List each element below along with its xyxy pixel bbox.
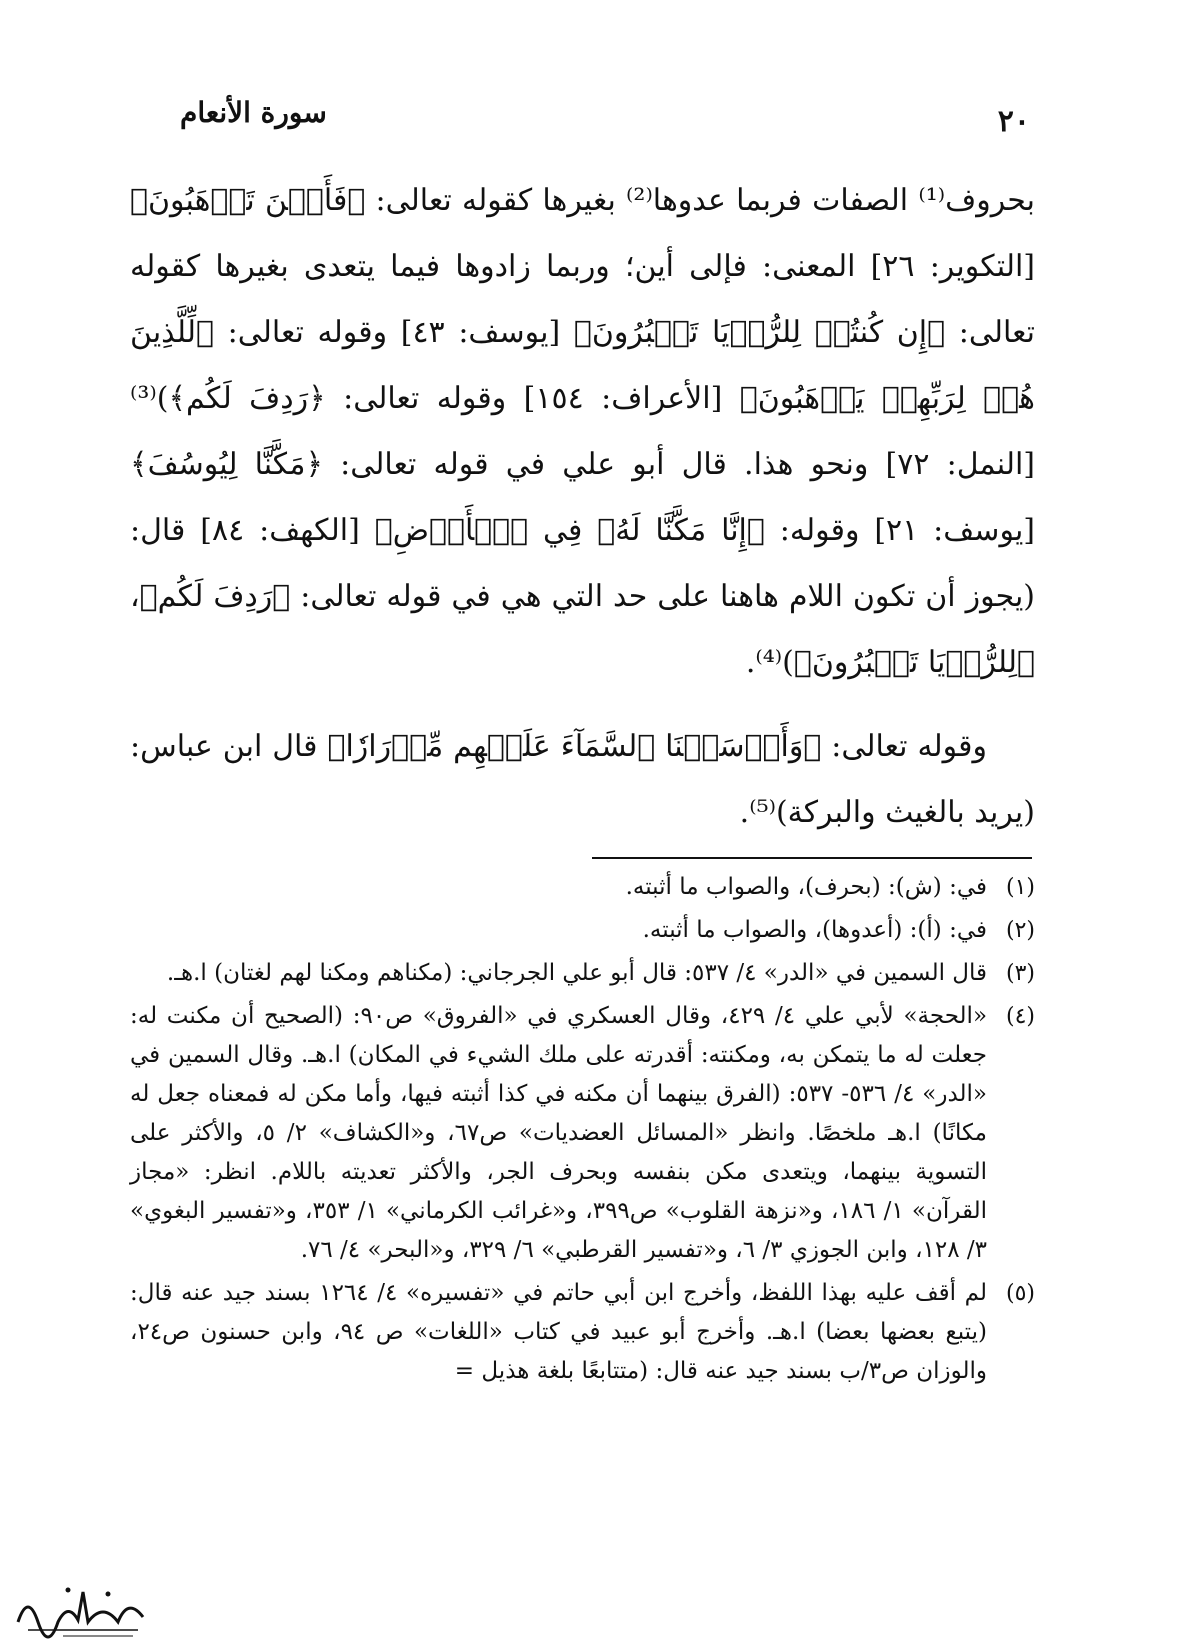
main-paragraph: بحروف⁽¹⁾ الصفات فربما عدوها⁽²⁾ بغيرها كقوله تعالى: ﴿فَأَيۡنَ تَذۡهَبُونَ﴾ [التكوير: ٢٦] المعنى: فإلى أين؛ وربما زادوها فيما يتعدى بغيرها كقوله تعالى: ﴿إِن كُنتُمۡ لِلرُّءۡيَا تَعۡبُرُونَ﴾ [يوسف: ٤٣] وقوله تعالى: ﴿لِّلَّذِينَ هُمۡ لِرَبِّهِمۡ يَرۡهَبُونَ﴾ [الأعراف: ١٥٤] وقوله تعالى: ﴿رَدِفَ لَكُم﴾)⁽³⁾ [النمل: ٧٢] ونحو هذا. قال أبو علي في قوله تعالى: ﴿مَكَّنَّا لِيُوسُفَ﴾ [يوسف: ٢١] وقوله: ﴿إِنَّا مَكَّنَّا لَهُۥ فِي ٱلۡأَرۡضِ﴾ [الكهف: ٨٤] قال: (يجوز أن تكون اللام هاهنا على حد التي هي في قوله تعالى: ﴿رَدِفَ لَكُم﴾، ﴿لِلرُّءۡيَا تَعۡبُرُونَ﴾)⁽⁴⁾. xyxy=(130,183,1036,680)
footnote xyxy=(130,954,1035,993)
page-header xyxy=(120,92,1030,142)
footnote-text: «الحجة» لأبي علي ٤/ ٤٢٩، وقال العسكري في «الفروق» ص٩٠: (الصحيح أن مكنت له: جعلت له ما يتمكن به، ومكنته: أقدرته على ملك الشيء في المكان) ا.هـ. وقال السمين في «الدر» ٤/ ٥٣٦- ٥٣٧: (الفرق بينهما أن مكنه في كذا أثبته فيها، وأما مكن له فمعناه جعل له مكانًا) ا.هـ ملخصًا. وانظر «المسائل العضديات» ص٦٧، و«الكشاف» ٢/ ٥، والأكثر على التسوية بينهما، ويتعدى مكن بنفسه وبحرف الجر، والأكثر تعديته باللام. انظر: «مجاز القرآن» ١/ ١٨٦، و«نزهة القلوب» ص٣٩٩، و«غرائب الكرماني» ١/ ٣٥٣، و«تفسير البغوي» ٣/ ١٢٨، وابن الجوزي ٣/ ٦، و«تفسير القرطبي» ٦/ ٣٢٩، و«البحر» ٤/ ٧٦. xyxy=(130,1003,988,1263)
footnote xyxy=(130,911,1035,950)
footnote xyxy=(130,997,1035,1270)
footnote-number: (١) xyxy=(1005,875,1035,900)
footnote xyxy=(130,868,1035,907)
footnote-text: في: (أ): (أعدوها)، والصواب ما أثبته. xyxy=(642,917,987,943)
main-paragraph: وقوله تعالى: ﴿وَأَرۡسَلۡنَا ٱلسَّمَآءَ عَلَيۡهِم مِّدۡرَارٗا﴾ قال ابن عباس: (يريد بالغيث والبركة)⁽⁵⁾. xyxy=(130,729,1035,830)
footnote-number: (٣) xyxy=(1005,961,1035,986)
footnote-number: (٢) xyxy=(1005,918,1035,943)
footnote-number: (٥) xyxy=(1005,1281,1035,1306)
running-title: سورة الأنعام xyxy=(180,96,327,129)
main-text xyxy=(130,168,1035,846)
page-number: ٢٠ xyxy=(997,104,1030,139)
footnote-separator xyxy=(592,857,1032,859)
footnote xyxy=(130,1274,1035,1391)
footnote-text: قال السمين في «الدر» ٤/ ٥٣٧: قال أبو علي الجرجاني: (مكناهم ومكنا لهم لغتان) ا.هـ. xyxy=(166,960,987,986)
footnote-text: لم أقف عليه بهذا اللفظ، وأخرج ابن أبي حاتم في «تفسيره» ٤/ ١٢٦٤ بسند جيد عنه قال: (يتبع بعضها بعضا) ا.هـ. وأخرج أبو عبيد في كتاب «اللغات» ص ٩٤، وابن حسنون ص٢٤، والوزان ص٣/ب بسند جيد عنه قال: (متتابعًا بلغة هذيل = xyxy=(130,1280,988,1384)
footnote-number: (٤) xyxy=(1005,1004,1035,1029)
publisher-logo xyxy=(8,1572,158,1642)
footnote-text: في: (ش): (بحرف)، والصواب ما أثبته. xyxy=(625,874,987,900)
footnotes xyxy=(130,868,1035,1395)
